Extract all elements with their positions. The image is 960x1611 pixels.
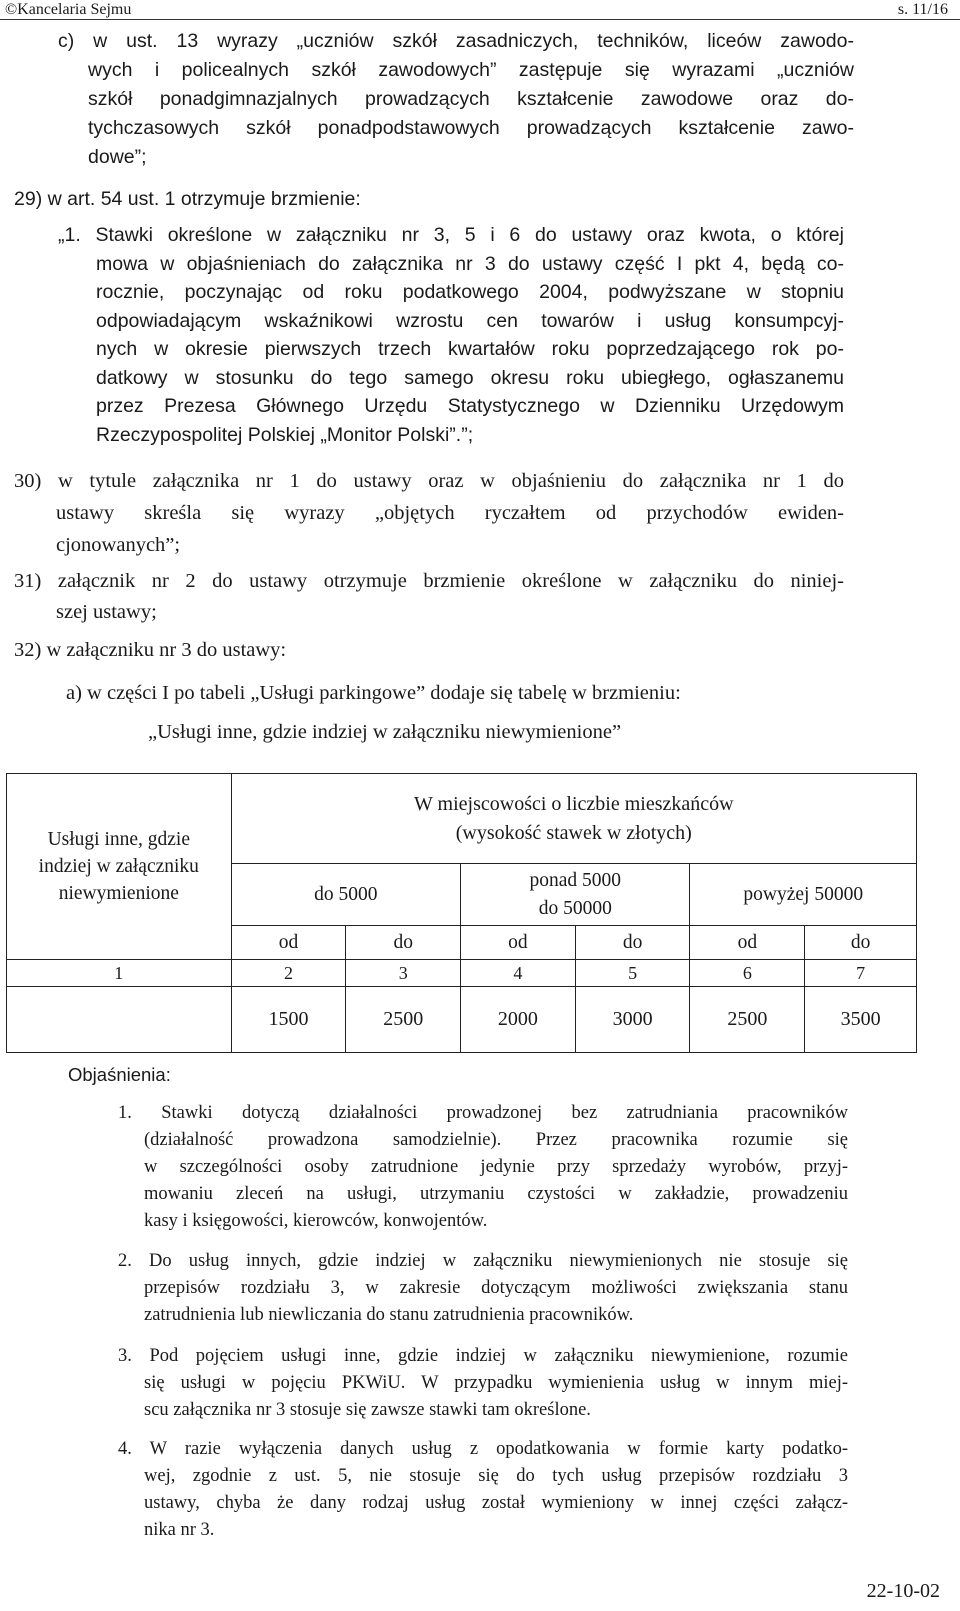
table-title [148,717,621,747]
text-line: (działalność prowadzona samodzielnie). Przez pracownika rozumie się [144,1130,848,1150]
text-line: indziej w załączniku [38,856,199,877]
note-4 [118,1436,848,1544]
text-line: 30) w tytule załącznika nr 1 do ustawy oraz w objaśnieniu do załącznika nr 1 do [14,470,844,492]
text-line: tychczasowych szkół ponadpodstawowych prowadzących kształcenie zawo- [88,117,854,139]
range-header-3: powyżej 50000 [690,864,917,926]
text-line: „1. Stawki określone w załączniku nr 3, 5 i 6 do ustawy oraz kwota, o której [58,224,844,246]
value-cell: 3000 [575,987,690,1053]
item-31 [14,566,844,628]
text-line: w szczególności osoby zatrudnione jedynie przy sprzedaży wyrobów, przyj- [144,1157,848,1177]
text-line: c) w ust. 13 wyrazy „uczniów szkół zasadniczych, techników, liceów zawodo- [58,30,854,52]
quoted-provision [58,221,844,449]
table-corner-label [7,774,232,960]
item-32 [14,635,286,665]
text-line: cjonowanych”; [56,534,181,556]
text-line: 3. Pod pojęciem usługi inne, gdzie indziej w załączniku niewymienione, rozumie [118,1346,848,1366]
value-cell: 2500 [346,987,461,1053]
text-line: 4. W razie wyłączenia danych usług z opodatkowania w formie karty podatko- [118,1439,848,1459]
text-line: mowa w objaśnieniach do załącznika nr 3 do ustawy część I pkt 4, będą co- [96,252,844,275]
col-number: 6 [690,960,805,987]
note-2 [118,1248,848,1329]
text-line: 32) w załączniku nr 3 do ustawy: [14,639,287,661]
group-header [231,774,916,864]
value-cell: 1500 [231,987,346,1053]
text-line: nych w okresie pierwszych trzech kwartałów roku poprzedzającego rok po- [96,338,844,360]
col-number: 1 [7,960,232,987]
col-number: 3 [346,960,461,987]
item-c-paragraph [58,27,854,172]
value-cell-empty [7,987,232,1053]
value-cell: 3500 [805,987,917,1053]
text-line: szkół ponadgimnazjalnych prowadzących kształcenie zawodowe oraz do- [88,88,854,110]
text-line: wej, zgodnie z ust. 5, nie stosuje się do tych usług przepisów rozdziału 3 [144,1466,848,1486]
text-line: szej ustawy; [56,601,157,623]
od-do-cell: od [461,926,576,960]
od-do-cell: do [805,926,917,960]
text-line: mowaniu zleceń na usługi, utrzymaniu czystości w zakładzie, prowadzeniu [144,1184,848,1204]
page-header [0,0,960,19]
item-32a [66,678,681,708]
text-line: a) w części I po tabeli „Usługi parkingowe” dodaje się tabelę w brzmieniu: [66,682,681,704]
text-line: 29) w art. 54 ust. 1 otrzymuje brzmienie: [14,188,361,210]
range-header-2 [461,864,690,926]
item-30 [14,465,844,561]
text-line: nika nr 3. [144,1520,215,1540]
text-line: odpowiadającym wskaźnikowi wzrostu cen towarów i usług konsumpcyj- [96,309,844,332]
text-line: ponad 5000 [529,869,622,891]
col-number: 2 [231,960,346,987]
text-line: ustawy skreśla się wyrazy „objętych ryczałtem od przychodów ewiden- [56,502,844,524]
text-line: 31) załącznik nr 2 do ustawy otrzymuje brzmienie określone w załączniku do niniej- [14,570,844,592]
text-line: Rzeczypospolitej Polskiej „Monitor Polski”.”; [96,423,474,446]
note-3 [118,1343,848,1424]
od-do-cell: od [690,926,805,960]
col-number: 5 [575,960,690,987]
copyright-label: ©Kancelaria Sejmu [5,1,132,18]
header-divider [0,19,960,20]
text-line: ustawy, chyba że dany rodzaj usług został wymieniony w innej części załącz- [144,1493,848,1513]
text-line: kasy i księgowości, kierowców, konwojentów. [144,1211,488,1231]
notes-heading [68,1060,171,1090]
col-number: 7 [805,960,917,987]
page-number: s. 11/16 [897,1,948,18]
text-line: „Usługi inne, gdzie indziej w załączniku niewymienione” [148,721,622,743]
text-line: się usługi w pojęciu PKWiU. W przypadku wymienienia usług w innym miej- [144,1373,848,1393]
text-line: W miejscowości o liczbie mieszkańców [414,792,734,815]
value-cell: 2000 [461,987,576,1053]
text-line: przepisów rozdziału 3, w zakresie dotyczącym możliwości zwiększania stanu [144,1278,848,1298]
text-line: przez Prezesa Głównego Urzędu Statystycznego w Dzienniku Urzędowym [96,395,844,417]
range-header-1: do 5000 [231,864,460,926]
text-line: do 50000 [538,897,612,919]
item-29 [14,184,361,214]
text-line: zatrudnienia lub niewliczania do stanu zatrudnienia pracowników. [144,1305,634,1325]
text-line: (wysokość stawek w złotych) [455,821,692,844]
text-line: 1. Stawki dotyczą działalności prowadzonej bez zatrudniania pracowników [118,1103,848,1123]
od-do-cell: od [231,926,346,960]
od-do-cell: do [346,926,461,960]
text-line: 2. Do usług innych, gdzie indziej w załączniku niewymienionych nie stosuje się [118,1251,848,1271]
text-line: scu załącznika nr 3 stosuje się zawsze stawki tam określone. [144,1400,591,1420]
text-line: rocznie, poczynając od roku podatkowego 2004, podwyższane w stopniu [96,281,844,303]
note-1 [118,1100,848,1235]
value-cell: 2500 [690,987,805,1053]
text-line: Objaśnienia: [68,1064,171,1085]
col-number: 4 [461,960,576,987]
text-line: wych i policealnych szkół zawodowych” zastępuje się wyrazami „uczniów [88,59,854,81]
text-line: datkowy w stosunku do tego samego okresu roku ubiegłego, ogłaszanemu [96,366,844,389]
document-date-code: 22-10-02 [866,1580,940,1602]
text-line: niewymienione [58,883,179,904]
text-line: dowe”; [88,146,147,168]
od-do-cell: do [575,926,690,960]
rates-table [6,773,917,1053]
text-line: Usługi inne, gdzie [47,829,191,850]
